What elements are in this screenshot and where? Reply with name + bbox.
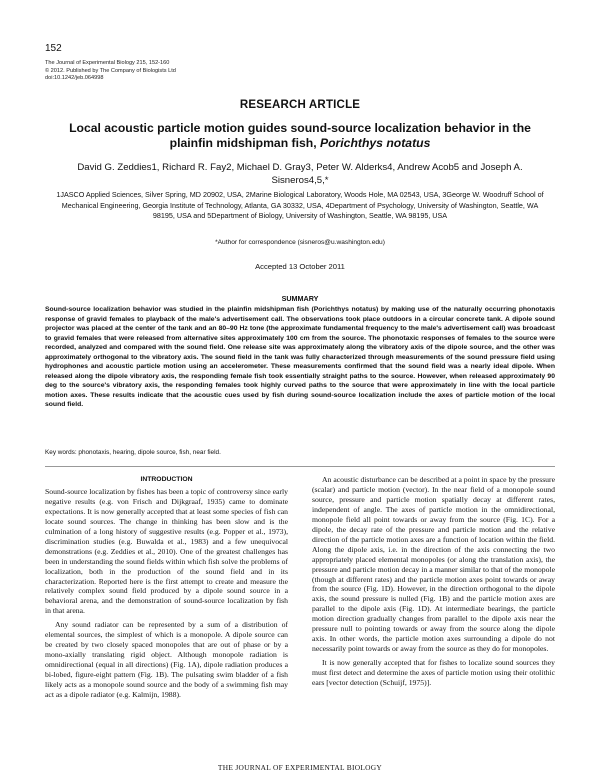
journal-info <box>45 60 176 83</box>
divider <box>45 466 555 467</box>
article-type: RESEARCH ARTICLE <box>239 99 361 111</box>
right-column <box>312 475 555 688</box>
title-species: Porichthys notatus <box>319 136 431 150</box>
paragraph: An acoustic disturbance can be described at a point in space by the pressure (scalar) and particle motion (vector). In the near field of a monopole sound source, pressure and particle motion spatially decay at different rates, independent of angle. The axes of particle motion in the omnidirectional, monopole field all point towards or away from the source (Fig. 1C). For a dipole, the decay rate of the pressure and particle motion and the relative direction of the particle motion axes are a function of location within the field. Along the dipole axis, i.e. in the direction of the axis connecting the two appropriately placed elemental monopoles (or along the translation axis), the pressure and particle motion decay in a manner similar to that of the monopole (though at different rates) and the particle motion axes point towards or away from the source (Fig. 1D). However, in the direction orthogonal to the dipole axis, the sound pressure is nulled (Fig. 1B) and the particle motion axes are parallel to the dipole axis (Fig. 1D). At intermediate bearings, the particle motion direction gradually changes from parallel to the dipole axis near the pressure null to pointing towards or away from the source along the dipole axis. In other words, the particle motion axes surrounding a dipole do not necessarily point towards or away from the source as they do for monopoles. <box>312 475 555 654</box>
paragraph: Any sound radiator can be represented by a sum of a distribution of elemental sources, the simplest of which is a monopole. A dipole source can be created by two closely spaced monopoles that are out of phase or by a mono-axially translating rigid object. Although monopole radiation is omnidirectional (equal in all directions) (Fig. 1A), dipole radiation produces a bi-lobed, figure-eight pattern (Fig. 1B). The pulsating swim bladder of a fish likely acts as a monopole sound source and the body of a swimming fish may act as a dipole radiator (e.g. Kalmijn, 1988). <box>45 620 288 700</box>
accepted-date: Accepted 13 October 2011 <box>255 262 345 271</box>
page-number: 152 <box>45 43 62 54</box>
left-column <box>45 475 288 700</box>
article-title <box>55 121 545 151</box>
copyright: © 2012. Published by The Company of Biologists Ltd <box>45 67 176 74</box>
summary-heading: SUMMARY <box>281 294 319 303</box>
summary-text: Sound-source localization behavior was studied in the plainfin midshipman fish (Porichthys notatus) by making use of the naturally occurring phonotaxis response of gravid females to playback of the male's advertisement call. The observations took place outdoors in a circular concrete tank. A dipole sound projector was placed at the center of the tank and an 80–90 Hz tone (the approximate fundamental frequency to the male's advertisement call) was broadcast to gravid females that were released from alternative sites approximately 100 cm from the source. The phonotaxic responses of females to the source were recorded, analyzed and compared with the sound field. One release site was approximately along the vibratory axis of the dipole source, and the other was approximately orthogonal to the vibratory axis. The sound field in the tank was fully characterized through measurements of the sound pressure field using hydrophones and acoustic particle motion using an accelerometer. These measurements confirmed that the sound field was a nearly ideal dipole. When released along the dipole vibratory axis, the responding female fish took essentially straight paths to the source. However, when released approximately 90 deg to the source's vibratory axis, the responding females took highly curved paths to the source that were approximately in line with the local particle motion axes. These results indicate that the acoustic cues used by fish during sound-source localization include the axes of particle motion of the local sound field. <box>45 306 555 408</box>
journal-footer: THE JOURNAL OF EXPERIMENTAL BIOLOGY <box>217 763 383 772</box>
doi: doi:10.1242/jeb.064998 <box>45 75 104 82</box>
affiliations: 1JASCO Applied Sciences, Silver Spring, MD 20902, USA, 2Marine Biological Laboratory, Woods Hole, MA 02543, USA, 3George W. Woodruff School of Mechanical Engineering, Georgia Institute of Technology, Atlanta, GA 30332, USA, 4Department of Psychology, University of Washington, Seattle, WA 98195, USA and 5Department of Biology, University of Washington, Seattle, WA 98195, USA <box>56 190 544 220</box>
journal-citation: The Journal of Experimental Biology 215, 152-160 <box>45 60 170 66</box>
title-main: Local acoustic particle motion guides sound-source localization behavior in the plainfin midshipman fish, <box>69 121 531 150</box>
authors: David G. Zeddies1, Richard R. Fay2, Michael D. Gray3, Peter W. Alderks4, Andrew Acob5 and Joseph A. Sisneros4,5,* <box>77 162 523 186</box>
keywords: Key words: phonotaxis, hearing, dipole source, fish, near field. <box>45 449 221 456</box>
paragraph: Sound-source localization by fishes has been a topic of controversy since early negative results (e.g. von Frisch and Dijkgraaf, 1935) came to dominate expectations. It is now generally accepted that at least some species of fish can locate sound sources. The change in thinking has been slow and is the culmination of a long history of suggestive results (e.g. Popper et al., 1973), discrimination studies (e.g. Buwalda et al., 1983) and a few unequivocal demonstrations (e.g. Zeddies et al., 2010). One of the greatest challenges has been in understanding the sound fields within which fish solve the problems of localization, both in the production of the sound field and in its characterization. Reported here is the first attempt to create and measure the relatively complex sound field produced by a dipole sound source in a behavioral arena, and the demonstration of sound-source localization by fish in that arena. <box>45 486 288 616</box>
introduction-heading: INTRODUCTION <box>140 476 193 483</box>
corresponding-author: *Author for correspondence (sisneros@u.washington.edu) <box>215 239 385 246</box>
paragraph: It is now generally accepted that for fishes to localize sound sources they must first detect and determine the axes of particle motion using their otolithic ears [vector detection (Schuijf, 1975)]. <box>312 658 555 688</box>
